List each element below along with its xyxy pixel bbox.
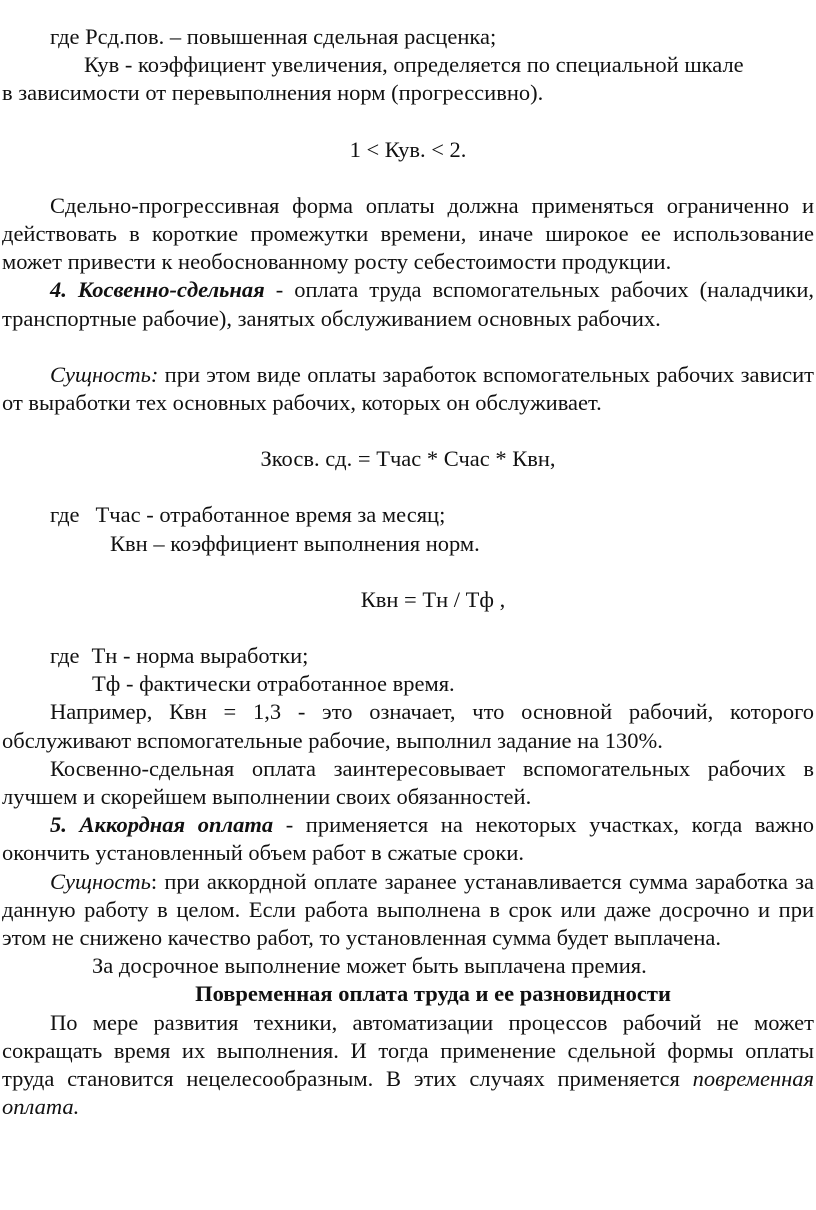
formula-kvn: Квн = Тн / Тф , — [360, 586, 506, 612]
paragraph-bonus: За досрочное выполнение может быть выплачена премия. — [92, 953, 647, 979]
definition-rsd: где Рсд.пов. – повышенная сдельная расценка; — [50, 24, 497, 49]
section-4-essence: Сущность: при этом виде оплаты заработок вспомогательных рабочих зависит от выработки тех основных рабочих, которых он обслуживает. — [2, 361, 814, 416]
time-pay-heading: Повременная оплата труда и ее разновидности — [195, 981, 671, 1007]
formula-zkosv: Зкосв. сд. = Тчас * Счас * Квн, — [260, 446, 556, 472]
where-tn: где Тн - норма выработки; — [50, 643, 309, 669]
time-pay-term: повременная оплата. — [2, 1066, 814, 1120]
section-5-heading: 5. Аккордная оплата — [50, 812, 274, 838]
paragraph-progressive: Сдельно-прогрессивная форма оплаты должна применяться ограниченно и действовать в короткие промежутки времени, иначе широкое ее использование может привести к необоснованному росту себестоимости продукции. — [2, 192, 814, 275]
where-kvn: Квн – коэффициент выполнения норм. — [110, 530, 480, 556]
section-4-heading: 4. Косвенно-сдельная — [50, 277, 265, 303]
definition-kuv-cont: в зависимости от перевыполнения норм (прогрессивно). — [2, 80, 544, 106]
definition-kuv: Кув - коэффициент увеличения, определяется по специальной шкале — [84, 52, 744, 78]
paragraph-example: Например, Квн = 1,3 - это означает, что основной рабочий, которого обслуживают вспомогательные рабочие, выполнил задание на 130%. — [2, 699, 814, 753]
essence-label: Сущность: — [50, 361, 159, 387]
term-kuv: Кув — [84, 52, 120, 78]
essence-label-5: Сущность — [50, 868, 151, 894]
section-5-intro: 5. Аккордная оплата - применяется на некоторых участках, когда важно окончить установленный объем работ в сжатые сроки. — [2, 812, 814, 866]
paragraph-interest: Косвенно-сдельная оплата заинтересовывает вспомогательных рабочих в лучшем и скорейшем выполнении своих обязанностей. — [2, 755, 814, 810]
section-5-essence: Сущность: при аккордной оплате заранее устанавливается сумма заработка за данную работу в целом. Если работа выполнена в срок или даже досрочно и при этом не снижено качество работ, то установленная сумма будет выплачена. — [2, 868, 814, 951]
where-tchas: где Тчас - отработанное время за месяц; — [50, 502, 446, 528]
formula-kuv-range: 1 < Кув. < 2. — [349, 136, 467, 162]
section-4-intro: 4. Косвенно-сдельная - оплата труда вспомогательных рабочих (наладчики, транспортные рабочие), занятых обслуживанием основных рабочих. — [2, 277, 814, 331]
time-pay-paragraph: По мере развития техники, автоматизации процессов рабочий не может сокращать время их выполнения. И тогда применение сдельной формы оплаты труда становится нецелесообразным. В этих случаях применяется повременная оплата. — [2, 1009, 814, 1120]
where-tf: Тф - фактически отработанное время. — [92, 671, 455, 697]
